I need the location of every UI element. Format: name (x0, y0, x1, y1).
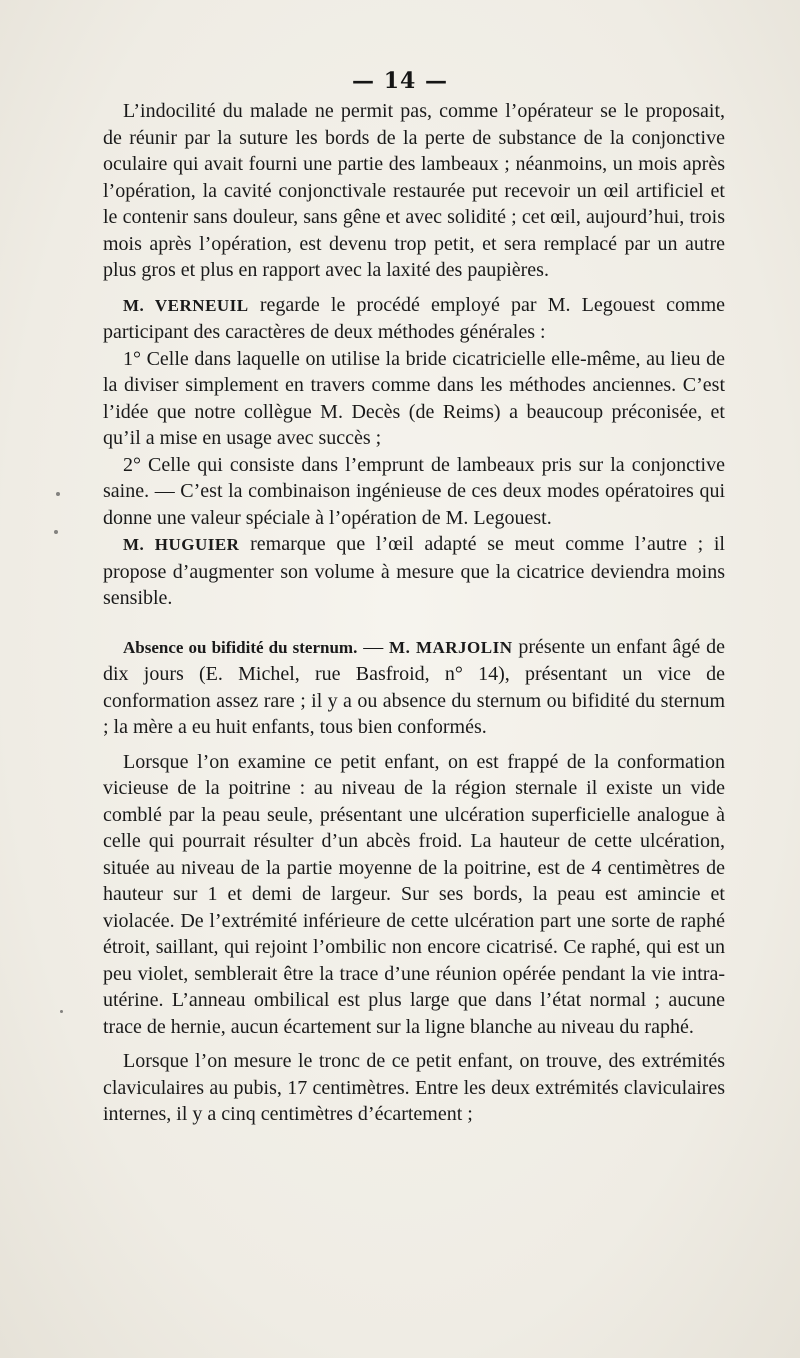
paragraph-measurement: Lorsque l’on mesure le tronc de ce petit enfant, on trouve, des extrémités claviculaires au pubis, 17 centimètres. Entre les deux extrémités claviculaires internes, il y a cinq centimètres d’écartement ; (103, 1050, 725, 1125)
paragraph-huguier-text: remarque que l’œil adapté se meut comme l’autre ; il propose d’augmenter son volume à mesure que la cicatrice deviendra moins sensible. (103, 533, 725, 609)
paragraph-indocilite: L’indocilité du malade ne permit pas, comme l’opérateur se le proposait, de réunir par la suture les bords de la perte de substance de la conjonctive oculaire qui avait fourni une partie des lambeaux ; néanmoins, un mois après l’opération, la cavité conjonctivale restaurée put recevoir un œil artificiel et le contenir sans douleur, sans gêne et avec solidité ; cet œil, aujourd’hui, trois mois après l’opération, est devenu trop petit, et sera remplacé par un autre plus gros et plus en rapport avec la laxité des paupières. (103, 100, 725, 281)
paragraph-examination: Lorsque l’on examine ce petit enfant, on est frappé de la conformation vicieuse de la poitrine : au niveau de la région sternale il existe un vide comblé par la peau seule, présentant une ulcération superficielle analogue à celle qui pourrait résulter d’un abcès froid. La hauteur de cette ulcération, située au niveau de la partie moyenne de la poitrine, est de 4 centimètres de hauteur sur 1 et demi de largeur. Sur ses bords, la peau est amincie et violacée. De l’extrémité inférieure de cette ulcération part une sorte de raphé étroit, saillant, qui rejoint l’ombilic non encore cicatrisé. Ce raphé, qui est un peu violet, semblerait être la trace d’une réunion opérée pendant la vie intra-utérine. L’anneau ombilical est plus large que dans l’état normal ; aucune trace de hernie, aucun écartement sur la ligne blanche au niveau du raphé. (103, 750, 725, 1038)
ink-speck (60, 1010, 63, 1013)
body-text (103, 98, 725, 1128)
paragraph-huguier (103, 531, 725, 612)
paragraph-method-1: 1° Celle dans laquelle on utilise la bride cicatricielle elle-même, au lieu de la diviser simplement en travers comme dans les méthodes anciennes. C’est l’idée que notre collègue M. Decès (de Reims) a beaucoup préconisée, et qu’il a mise en usage avec succès ; (103, 347, 725, 449)
speaker-name-marjolin: M. MARJOLIN (389, 637, 513, 657)
speaker-name-verneuil: M. VERNEUIL (123, 295, 249, 315)
section-dash: — (357, 635, 390, 658)
paragraph-sternum-text: présente un enfant âgé de dix jours (E. Michel, rue Basfroid, n° 14), présentant un vice de conformation assez rare ; il y a ou absence du sternum ou bifidité du sternum ; la mère a eu huit enfants, tous bien conformés. (103, 635, 725, 738)
ink-speck (54, 530, 58, 534)
paragraph-verneuil-text: regarde le procédé employé par M. Legouest comme participant des caractères de deux méthodes générales : (103, 293, 726, 343)
paragraph-sternum (103, 634, 725, 741)
speaker-name-huguier: M. HUGUIER (123, 535, 240, 554)
paragraph-verneuil (103, 292, 725, 346)
page-number: — 14 — (352, 68, 448, 94)
section-title-sternum: Absence ou bifidité du sternum. (123, 637, 358, 657)
paragraph-method-2: 2° Celle qui consiste dans l’emprunt de lambeaux pris sur la conjonctive saine. — C’est la combinaison ingénieuse de ces deux modes opératoires qui donne une valeur spéciale à l’opération de M. Legouest. (103, 453, 725, 529)
ink-speck (56, 492, 60, 496)
